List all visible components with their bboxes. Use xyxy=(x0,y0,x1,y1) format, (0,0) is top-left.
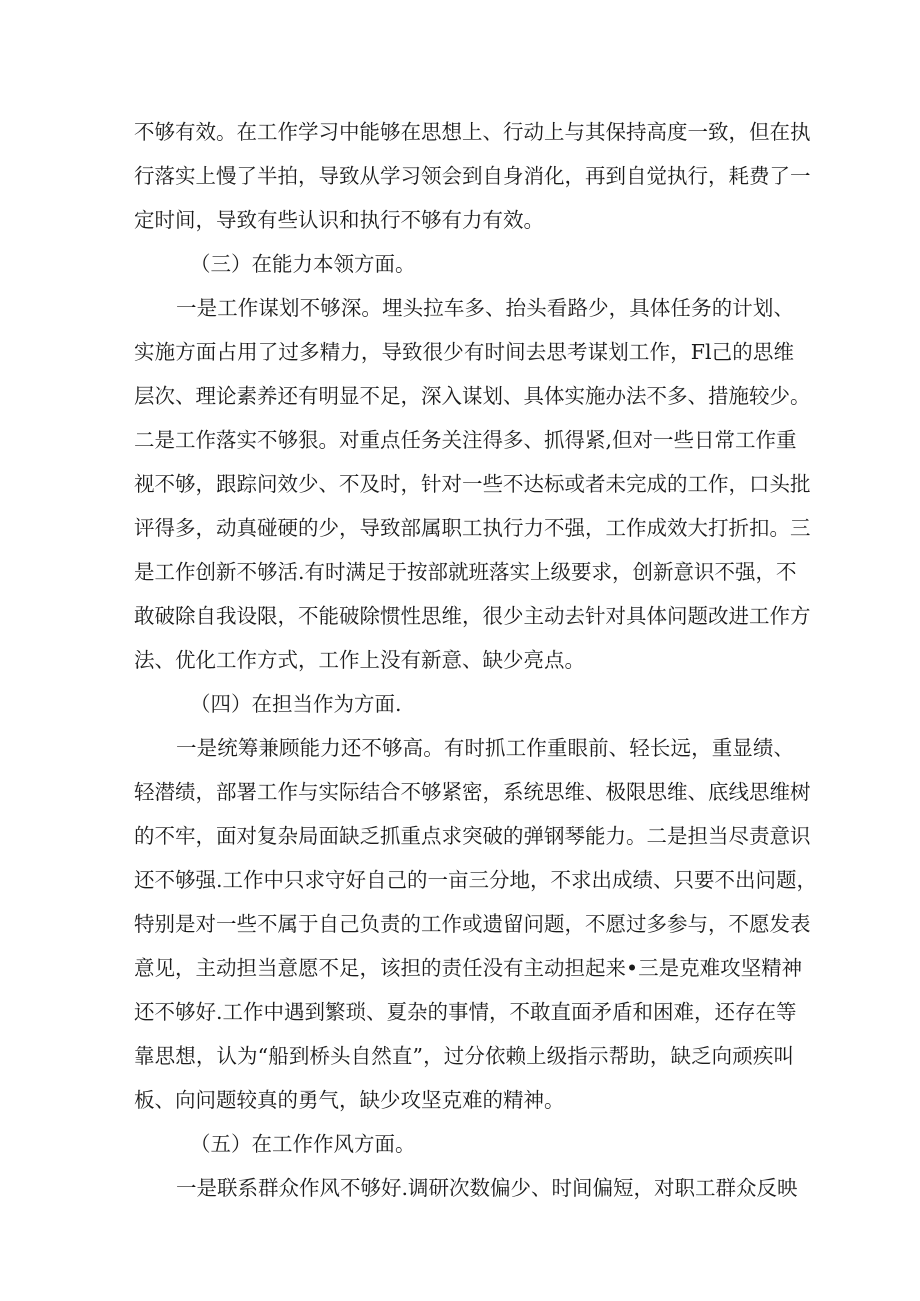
text-line: 的不牢，面对复杂局面缺乏抓重点求突破的弹钢琴能力。二是担当尽责意识 xyxy=(134,824,811,848)
text-line: 意见，主动担当意愿不足，该担的责任没有主动担起来•三是克难攻坚精神 xyxy=(134,956,803,980)
text-line: 一是联系群众作风不够好.调研次数偏少、时间偏短，对职工群众反映 xyxy=(176,1176,798,1200)
text-line: 二是工作落实不够狠。对重点任务关注得多、抓得紧,但对一些日常工作重 xyxy=(134,428,797,452)
text-line: 法、优化工作方式，工作上没有新意、缺少亮点。 xyxy=(134,648,585,672)
text-line: 特别是对一些不属于自己负责的工作或遗留问题，不愿过多参与，不愿发表 xyxy=(134,912,811,936)
text-line: 还不够好.工作中遇到繁琐、夏杂的事情，不敢直面矛盾和困难，还存在等 xyxy=(134,1000,797,1024)
section-heading-4: （四）在担当作为方面. xyxy=(190,692,402,716)
text-line: 层次、理论素养还有明显不足，深入谋划、具体实施办法不多、措施较少。 xyxy=(134,384,811,408)
text-line: 敢破除自我设限，不能破除惯性思维，很少主动去针对具体问题改进工作方 xyxy=(134,604,811,628)
text-line: 是工作创新不够活.有时满足于按部就班落实上级要求，创新意识不强，不 xyxy=(134,560,797,584)
text-line: 一是工作谋划不够深。埋头拉车多、抬头看路少，具体任务的计划、 xyxy=(176,296,794,320)
text-line: 板、向问题较真的勇气，缺少攻坚克难的精神。 xyxy=(134,1088,565,1112)
text-line: 行落实上慢了半拍，导致从学习领会到自身消化，再到自觉执行，耗费了一 xyxy=(134,164,811,188)
text-line: 轻潜绩，部署工作与实际结合不够紧密，系统思维、极限思维、底线思维树 xyxy=(134,780,811,804)
section-heading-3: （三）在能力本领方面。 xyxy=(190,252,416,276)
text-line: 一是统筹兼顾能力还不够高。有时抓工作重眼前、轻长远，重显绩、 xyxy=(176,736,794,760)
text-line: 定时间，导致有些认识和执行不够有力有效。 xyxy=(134,208,544,232)
text-line: 视不够，跟踪问效少、不及时，针对一些不达标或者未完成的工作，口头批 xyxy=(134,472,811,496)
text-line: 评得多，动真碰硬的少，导致部属职工执行力不强，工作成效大打折扣。三 xyxy=(134,516,811,540)
text-line: 实施方面占用了过多精力，导致很少有时间去思考谋划工作，Fl己的思维 xyxy=(134,340,794,364)
text-line: 还不够强.工作中只求守好自己的一亩三分地，不求出成绩、只要不出问题， xyxy=(134,868,818,892)
text-line: 靠思想，认为“船到桥头自然直”，过分依赖上级指示帮助，缺乏向顽疾叫 xyxy=(134,1044,794,1068)
section-heading-5: （五）在工作作风方面。 xyxy=(190,1132,416,1156)
text-line: 不够有效。在工作学习中能够在思想上、行动上与其保持高度一致，但在执 xyxy=(134,120,811,144)
